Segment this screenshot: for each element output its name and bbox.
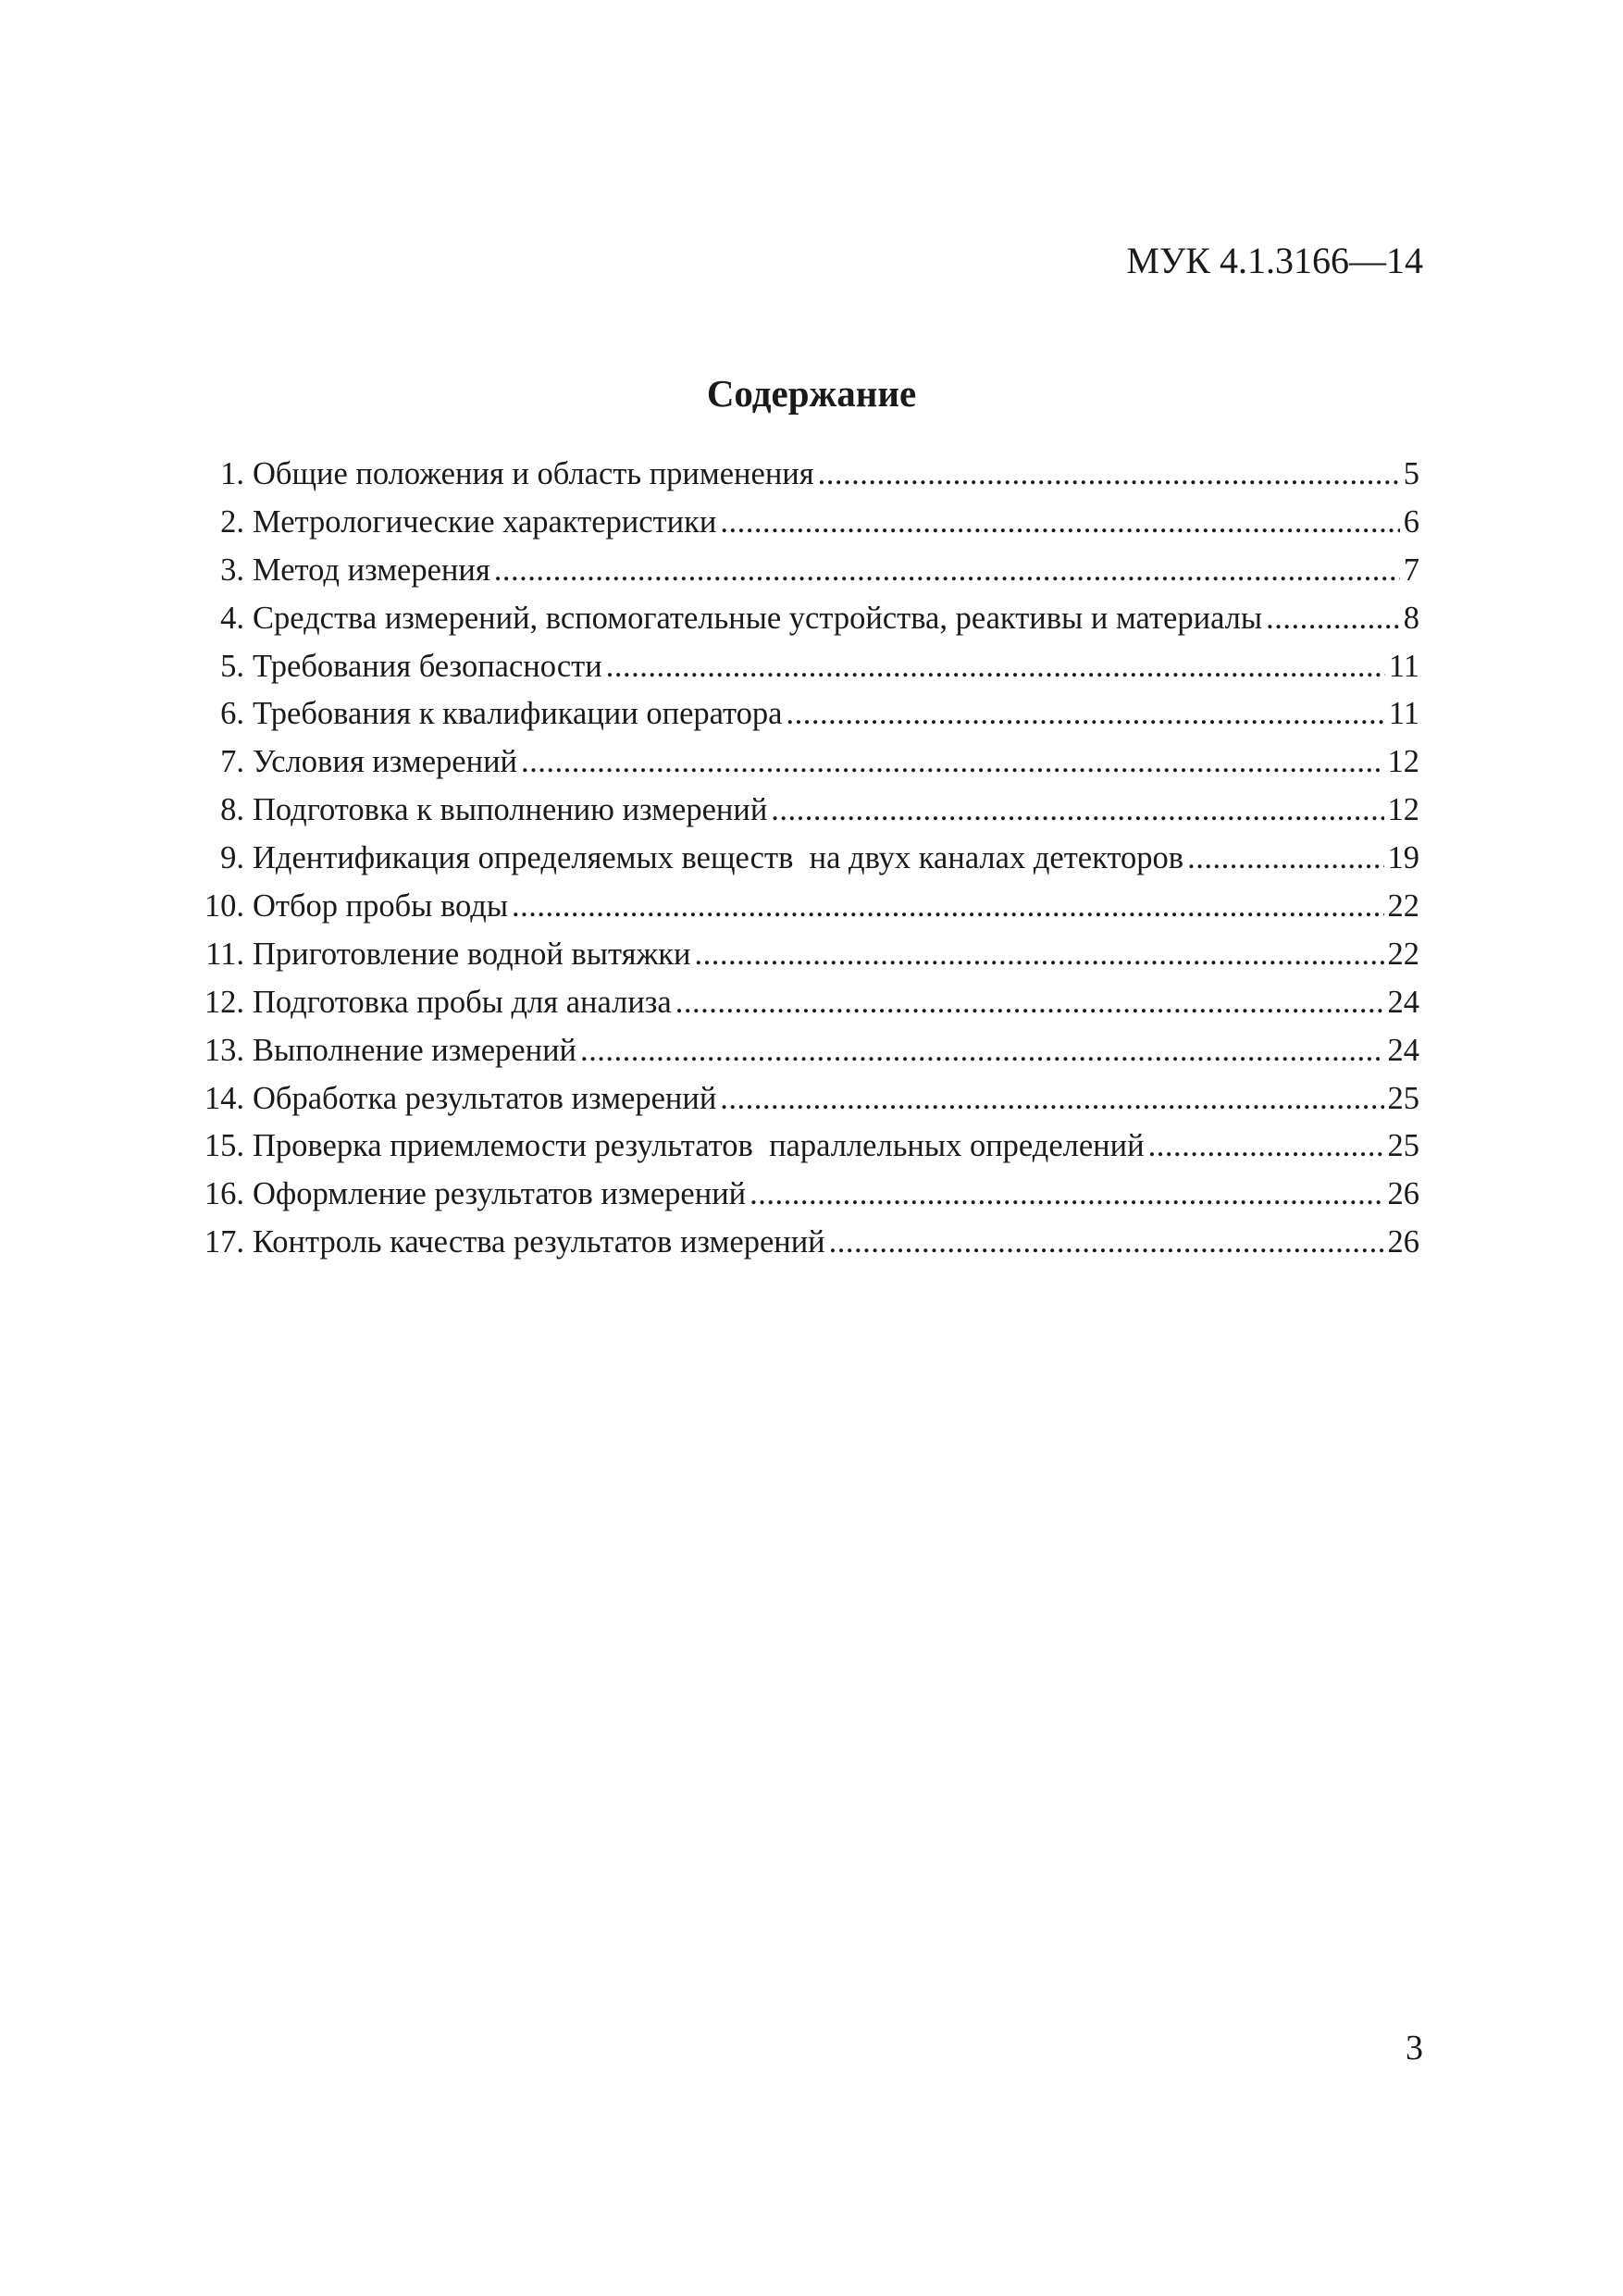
toc-entry-title: Оформление результатов измерений bbox=[253, 1176, 747, 1212]
toc-entry-number: 9. bbox=[220, 840, 244, 876]
toc-entry-number: 16. bbox=[204, 1176, 244, 1212]
toc-entry bbox=[185, 835, 1419, 883]
dot-leader bbox=[512, 883, 1383, 931]
toc-entry-number: 13. bbox=[204, 1032, 244, 1068]
dot-leader bbox=[786, 690, 1384, 738]
toc-entry-title: Метрологические характеристики bbox=[253, 503, 717, 540]
toc-entry-page: 5 bbox=[1403, 456, 1419, 491]
dot-leader bbox=[720, 1075, 1383, 1123]
toc-entry bbox=[185, 883, 1419, 931]
dot-leader bbox=[829, 1219, 1384, 1267]
toc-entry-number: 12. bbox=[204, 984, 244, 1020]
dot-leader bbox=[521, 738, 1383, 787]
toc-entry-number: 7. bbox=[220, 744, 244, 780]
dot-leader bbox=[720, 499, 1399, 547]
toc-entry bbox=[185, 499, 1419, 547]
toc-entry-page: 24 bbox=[1387, 984, 1419, 1020]
dot-leader bbox=[1266, 595, 1400, 643]
toc-entry bbox=[185, 643, 1419, 691]
toc-entry bbox=[185, 738, 1419, 787]
toc-entry-number: 5. bbox=[220, 648, 244, 684]
toc-entry-number: 6. bbox=[220, 696, 244, 732]
toc-entry bbox=[185, 1219, 1419, 1267]
table-of-contents bbox=[185, 451, 1419, 1267]
toc-entry-page: 26 bbox=[1387, 1176, 1419, 1212]
document-code: МУК 4.1.3166—14 bbox=[1126, 240, 1423, 281]
toc-entry-title: Отбор пробы воды bbox=[253, 888, 509, 925]
dot-leader bbox=[750, 1171, 1383, 1219]
toc-entry-number: 1. bbox=[220, 456, 244, 491]
toc-entry bbox=[185, 931, 1419, 979]
toc-entry bbox=[185, 451, 1419, 499]
toc-heading: Содержание bbox=[706, 372, 917, 415]
toc-entry-number: 17. bbox=[204, 1224, 244, 1260]
dot-leader bbox=[675, 979, 1384, 1027]
toc-entry-page: 22 bbox=[1387, 888, 1419, 925]
toc-entry-page: 25 bbox=[1387, 1128, 1419, 1164]
toc-entry-page: 26 bbox=[1387, 1224, 1419, 1260]
toc-entry-title: Обработка результатов измерений bbox=[253, 1080, 717, 1116]
toc-entry bbox=[185, 1075, 1419, 1123]
toc-entry-number: 2. bbox=[220, 503, 244, 540]
toc-entry bbox=[185, 1027, 1419, 1075]
toc-entry bbox=[185, 979, 1419, 1027]
toc-entry bbox=[185, 690, 1419, 738]
dot-leader bbox=[580, 1027, 1383, 1075]
toc-entry-number: 3. bbox=[220, 552, 244, 588]
toc-entry-title: Общие положения и область применения bbox=[253, 456, 814, 491]
toc-entry bbox=[185, 1171, 1419, 1219]
toc-entry-number: 8. bbox=[220, 792, 244, 828]
toc-entry-number: 15. bbox=[204, 1128, 244, 1164]
dot-leader bbox=[695, 931, 1384, 979]
toc-entry-page: 24 bbox=[1387, 1032, 1419, 1068]
toc-entry-page: 6 bbox=[1403, 503, 1419, 540]
dot-leader bbox=[606, 643, 1385, 691]
toc-entry-number: 11. bbox=[205, 936, 244, 972]
toc-entry-page: 11 bbox=[1388, 648, 1419, 684]
dot-leader bbox=[1187, 835, 1383, 883]
toc-entry-page: 12 bbox=[1387, 792, 1419, 828]
toc-entry-number: 4. bbox=[220, 600, 244, 636]
toc-entry-page: 11 bbox=[1388, 696, 1419, 732]
toc-entry bbox=[185, 547, 1419, 595]
toc-entry-title: Условия измерений bbox=[253, 744, 518, 780]
toc-entry-page: 8 bbox=[1403, 600, 1419, 636]
toc-entry-number: 14. bbox=[204, 1080, 244, 1116]
toc-entry-title: Проверка приемлемости результатов параллельных определений bbox=[253, 1128, 1145, 1164]
toc-entry bbox=[185, 787, 1419, 835]
toc-entry-title: Приготовление водной вытяжки bbox=[253, 936, 691, 972]
toc-entry-title: Метод измерения bbox=[253, 552, 490, 588]
toc-entry-title: Требования к квалификации оператора bbox=[253, 696, 783, 732]
toc-entry-title: Требования безопасности bbox=[253, 648, 602, 684]
dot-leader bbox=[494, 547, 1400, 595]
toc-entry-page: 12 bbox=[1387, 744, 1419, 780]
toc-entry-title: Подготовка к выполнению измерений bbox=[253, 792, 768, 828]
toc-entry bbox=[185, 1123, 1419, 1171]
toc-entry-number: 10. bbox=[204, 888, 244, 925]
toc-entry-title: Подготовка пробы для анализа bbox=[253, 984, 672, 1020]
toc-entry-title: Идентификация определяемых веществ на двух каналах детекторов bbox=[253, 840, 1184, 876]
dot-leader bbox=[818, 451, 1400, 499]
dot-leader bbox=[1148, 1123, 1384, 1171]
toc-entry bbox=[185, 595, 1419, 643]
toc-entry-page: 22 bbox=[1387, 936, 1419, 972]
page-number: 3 bbox=[1406, 2029, 1423, 2067]
toc-entry-title: Контроль качества результатов измерений bbox=[253, 1224, 825, 1260]
toc-entry-page: 7 bbox=[1403, 552, 1419, 588]
toc-entry-page: 25 bbox=[1387, 1080, 1419, 1116]
toc-entry-page: 19 bbox=[1387, 840, 1419, 876]
toc-entry-title: Средства измерений, вспомогательные устройства, реактивы и материалы bbox=[253, 600, 1263, 636]
toc-entry-title: Выполнение измерений bbox=[253, 1032, 577, 1068]
dot-leader bbox=[771, 787, 1383, 835]
